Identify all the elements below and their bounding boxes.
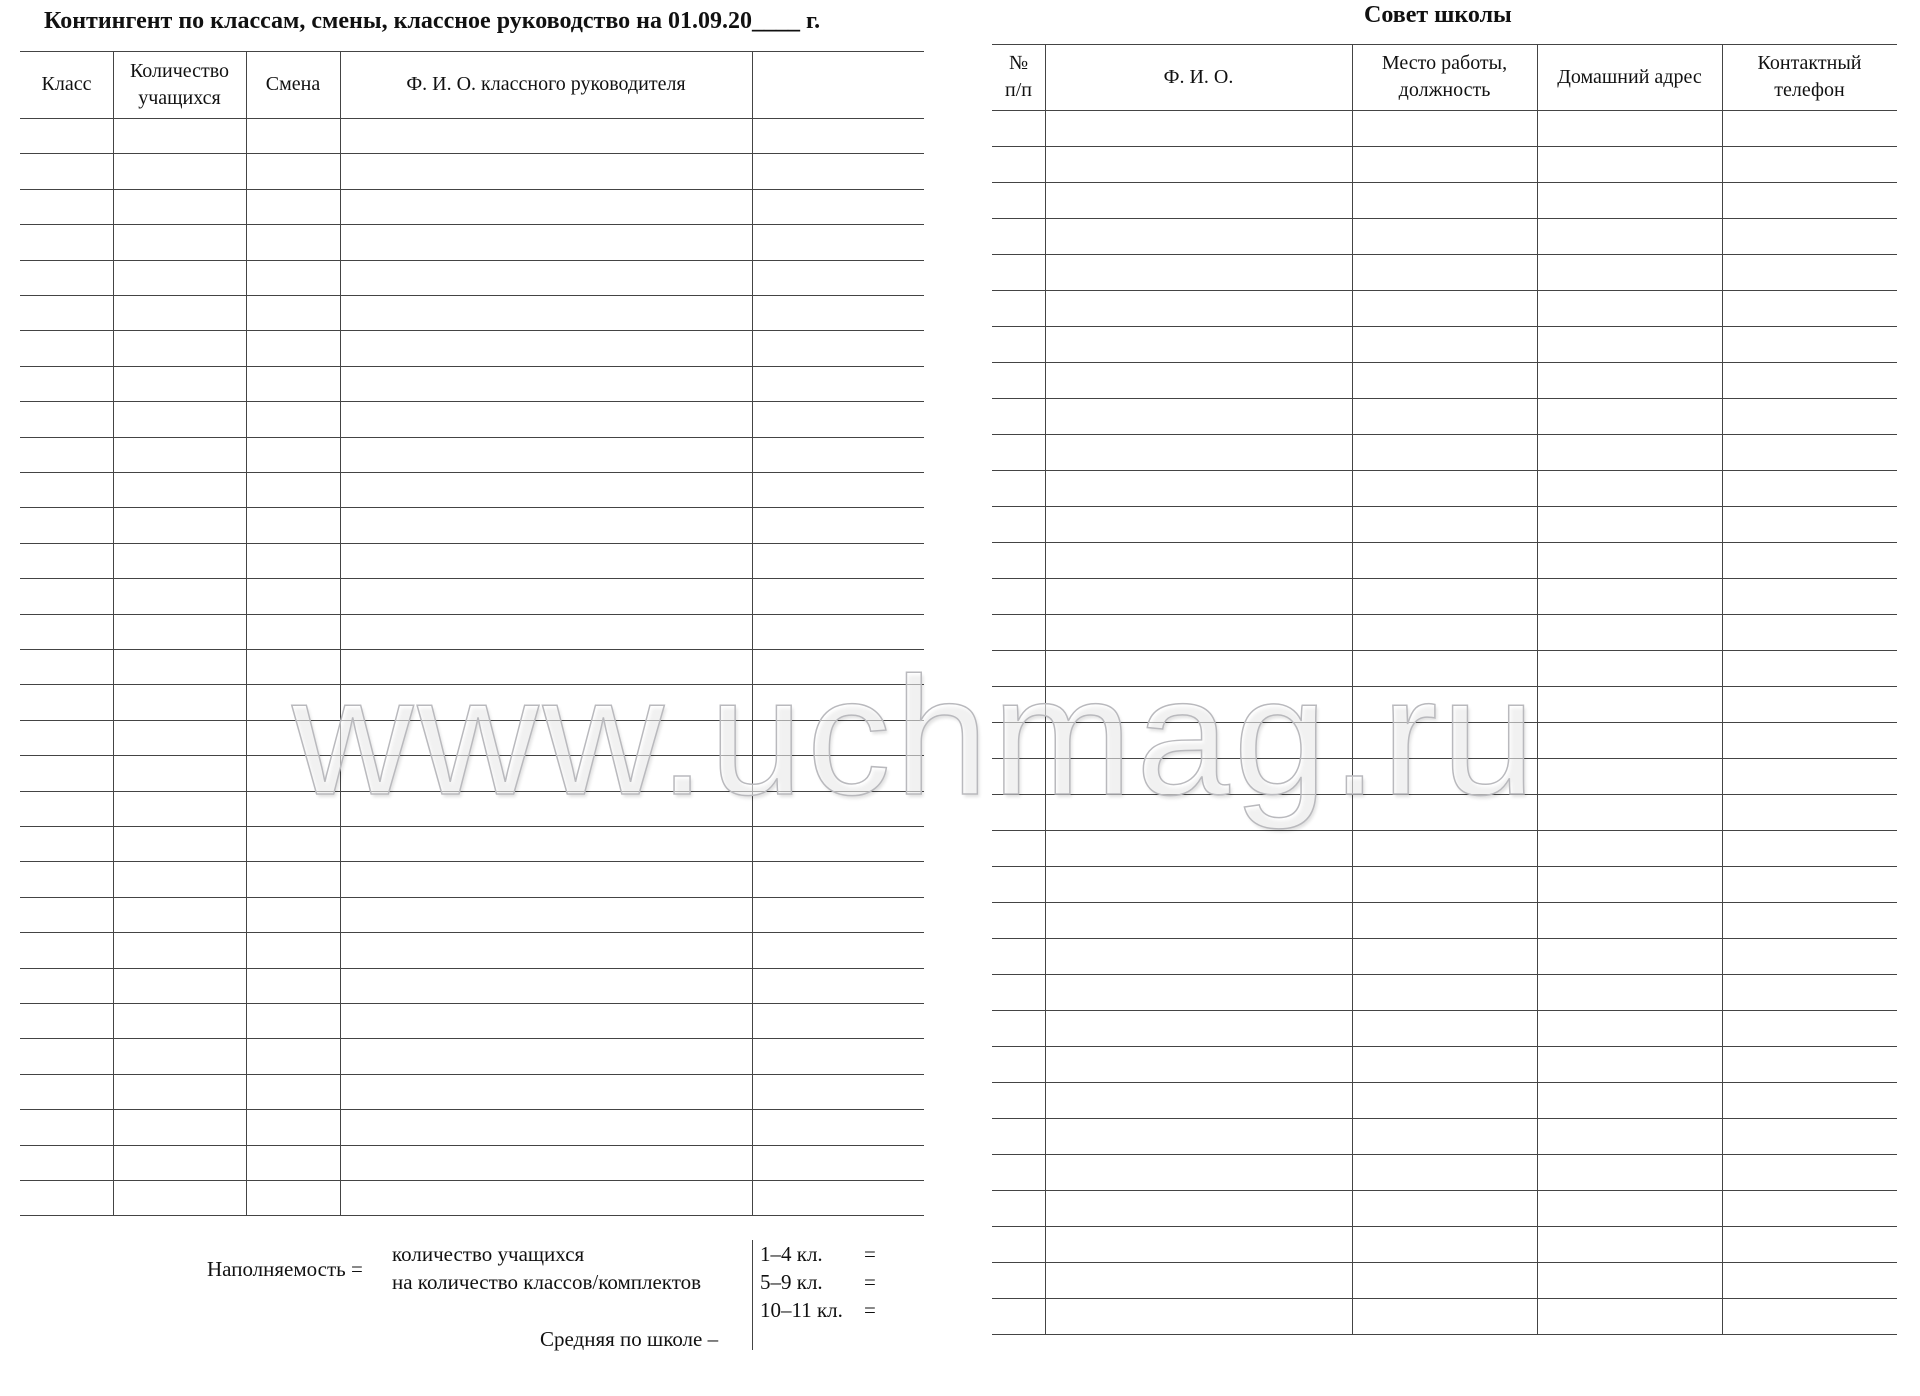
formula-label: Наполняемость =: [207, 1257, 363, 1281]
right-row-rule: [992, 146, 1897, 147]
right-row-rule: [992, 902, 1897, 903]
right-row-rule: [992, 182, 1897, 183]
right-row-rule: [992, 218, 1897, 219]
formula-denominator: на количество классов/комплектов: [392, 1270, 702, 1294]
right-row-rule: [992, 578, 1897, 579]
school-average-label: Средняя по школе –: [540, 1327, 719, 1351]
right-row-rule: [992, 1118, 1897, 1119]
right-col-header-4: Контактный телефон: [1757, 52, 1862, 101]
equals-2: =: [864, 1270, 876, 1294]
left-row-rule: [20, 1109, 924, 1110]
right-row-rule: [992, 866, 1897, 867]
left-row-rule: [20, 755, 924, 756]
left-row-rule: [20, 1003, 924, 1004]
left-row-rule: [20, 543, 924, 544]
left-row-rule: [20, 897, 924, 898]
right-col-header-1: Ф. И. О.: [1163, 65, 1234, 88]
formula-bracket: [752, 1240, 753, 1350]
group-10-11: 10–11 кл.: [760, 1298, 843, 1322]
right-col-header-0: № п/п: [1005, 52, 1032, 101]
left-column-divider: [340, 51, 341, 1215]
left-column-divider: [113, 51, 114, 1215]
right-row-rule: [992, 1262, 1897, 1263]
right-row-rule: [992, 1046, 1897, 1047]
right-row-rule: [992, 1010, 1897, 1011]
left-row-rule: [20, 401, 924, 402]
right-row-rule: [992, 362, 1897, 363]
left-row-rule: [20, 507, 924, 508]
right-page-title: Совет школы: [1364, 2, 1512, 28]
equals-1: =: [864, 1242, 876, 1266]
right-column-divider: [1352, 44, 1353, 1334]
right-row-rule: [992, 650, 1897, 651]
right-column-divider: [1537, 44, 1538, 1334]
right-row-rule: [992, 794, 1897, 795]
right-row-rule: [992, 254, 1897, 255]
left-row-rule: [20, 968, 924, 969]
right-row-rule: [992, 830, 1897, 831]
left-col-header-4: [752, 51, 924, 118]
left-column-divider: [752, 51, 753, 1215]
left-row-rule: [20, 861, 924, 862]
left-row-rule: [20, 437, 924, 438]
right-row-rule: [992, 1154, 1897, 1155]
group-5-9: 5–9 кл.: [760, 1270, 823, 1294]
left-row-rule: [20, 649, 924, 650]
left-col-header-3: Ф. И. О. классного руководителя: [406, 73, 686, 95]
left-column-divider: [246, 51, 247, 1215]
right-row-rule: [992, 722, 1897, 723]
left-row-rule: [20, 791, 924, 792]
right-header-rule: [992, 110, 1897, 111]
right-row-rule: [992, 686, 1897, 687]
left-row-rule: [20, 932, 924, 933]
equals-3: =: [864, 1298, 876, 1322]
left-row-rule: [20, 330, 924, 331]
right-row-rule: [992, 542, 1897, 543]
left-row-rule: [20, 366, 924, 367]
left-row-rule: [20, 1038, 924, 1039]
right-column-divider: [1045, 44, 1046, 1334]
right-row-rule: [992, 1226, 1897, 1227]
right-row-rule: [992, 758, 1897, 759]
left-page-title: Контингент по классам, смены, классное руководство на 01.09.20____ г.: [44, 8, 821, 34]
left-row-rule: [20, 684, 924, 685]
watermark: www.uchmag.ru: [292, 642, 1540, 830]
left-row-rule: [20, 1074, 924, 1075]
right-row-rule: [992, 398, 1897, 399]
formula-numerator: количество учащихся: [392, 1242, 585, 1266]
left-row-rule: [20, 1180, 924, 1181]
right-row-rule: [992, 434, 1897, 435]
right-row-rule: [992, 1334, 1897, 1335]
right-row-rule: [992, 1082, 1897, 1083]
right-col-header-3: Домашний адрес: [1557, 65, 1702, 88]
left-row-rule: [20, 720, 924, 721]
left-row-rule: [20, 578, 924, 579]
right-column-divider: [1722, 44, 1723, 1334]
right-row-rule: [992, 938, 1897, 939]
right-row-rule: [992, 506, 1897, 507]
left-row-rule: [20, 614, 924, 615]
left-row-rule: [20, 189, 924, 190]
left-col-header-0: Класс: [41, 73, 92, 95]
left-row-rule: [20, 224, 924, 225]
left-row-rule: [20, 153, 924, 154]
left-header-rule: [20, 118, 924, 119]
left-row-rule: [20, 1215, 924, 1216]
group-1-4: 1–4 кл.: [760, 1242, 823, 1266]
left-col-header-2: Смена: [265, 73, 321, 95]
right-row-rule: [992, 974, 1897, 975]
left-row-rule: [20, 1145, 924, 1146]
right-col-header-2: Место работы, должность: [1381, 52, 1508, 101]
left-row-rule: [20, 260, 924, 261]
right-row-rule: [992, 470, 1897, 471]
left-row-rule: [20, 295, 924, 296]
right-row-rule: [992, 326, 1897, 327]
right-row-rule: [992, 1298, 1897, 1299]
right-row-rule: [992, 614, 1897, 615]
left-row-rule: [20, 826, 924, 827]
right-row-rule: [992, 290, 1897, 291]
left-col-header-1: Количество учащихся: [129, 59, 230, 109]
left-row-rule: [20, 472, 924, 473]
right-row-rule: [992, 1190, 1897, 1191]
